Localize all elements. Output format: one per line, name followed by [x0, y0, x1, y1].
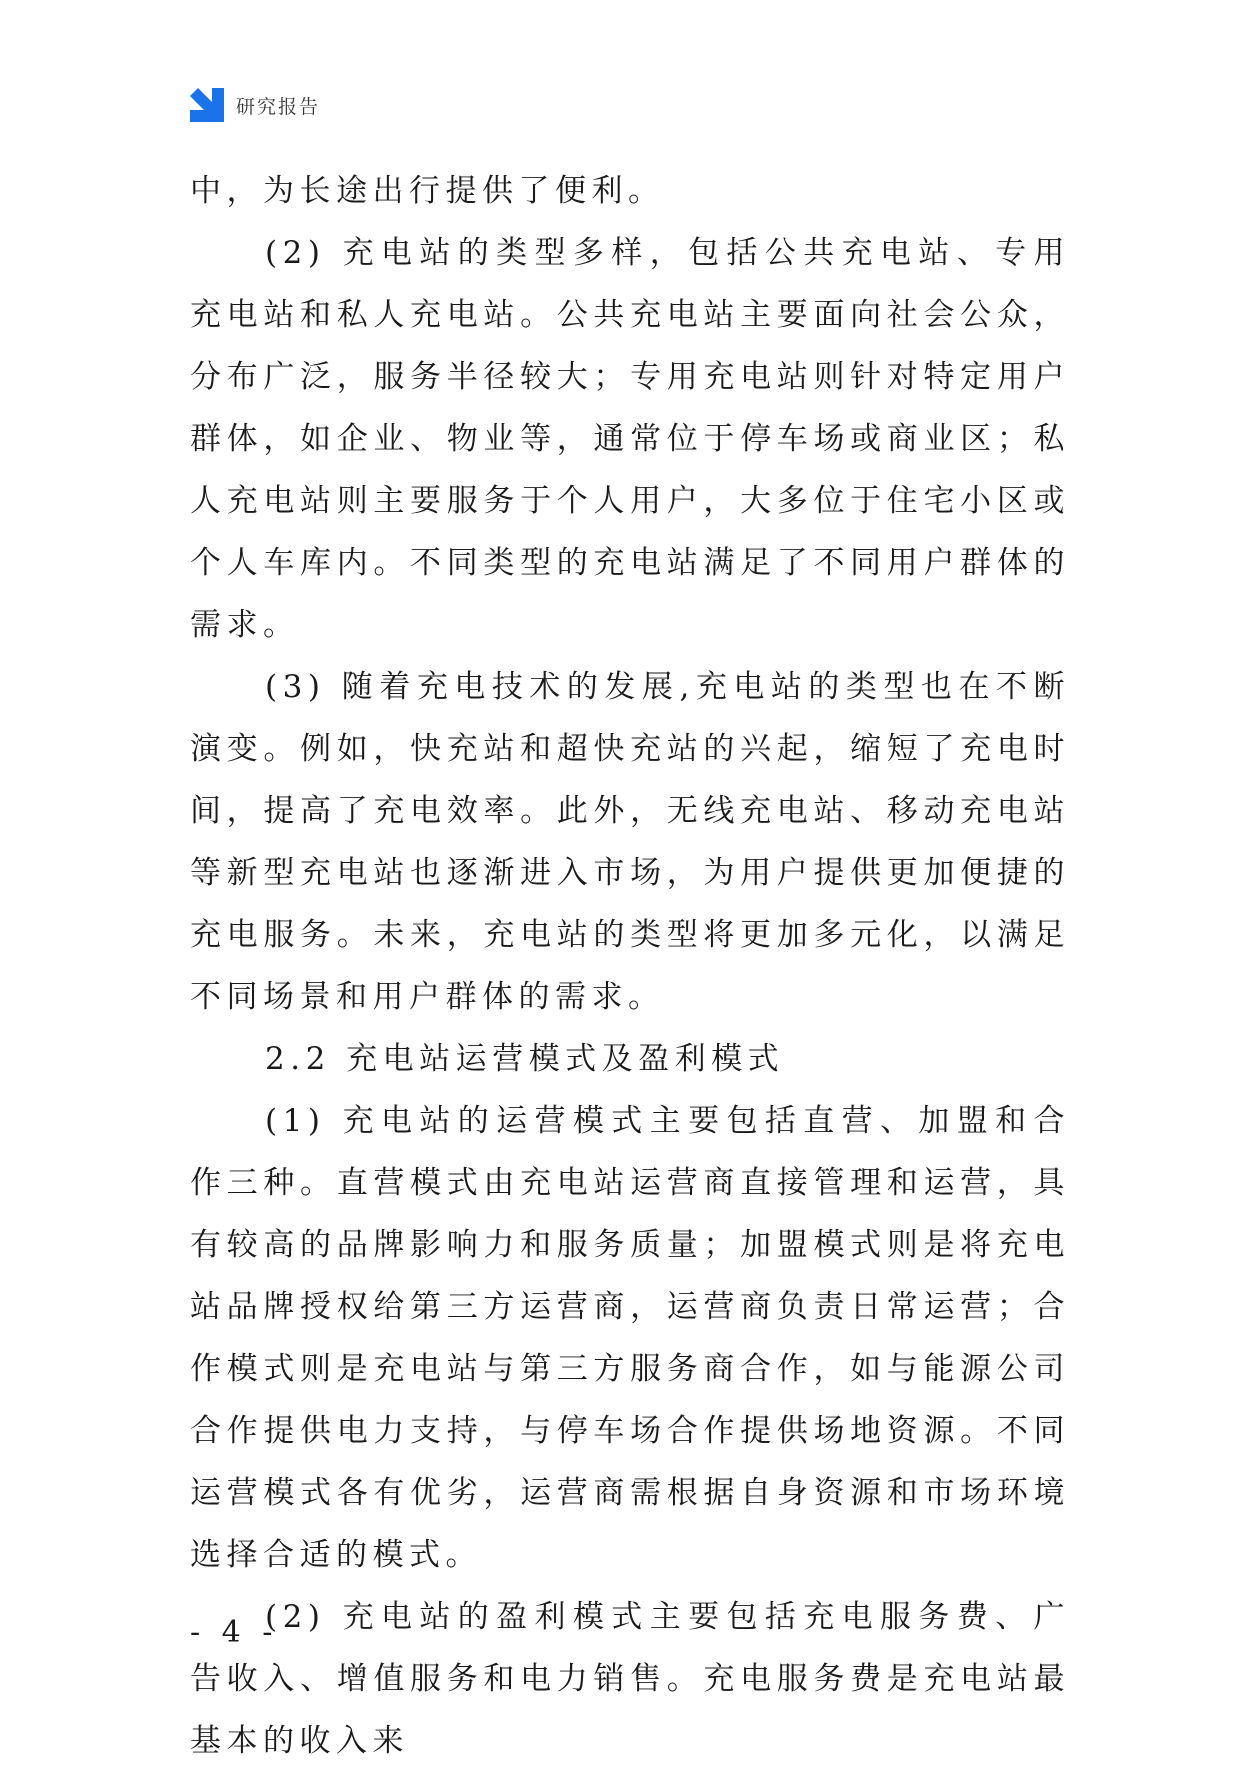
paragraph-station-types: (2) 充电站的类型多样，包括公共充电站、专用充电站和私人充电站。公共充电站主要面向社会公众，分布广泛，服务半径较大；专用充电站则针对特定用户群体，如企业、物业等，通常位于停车场或商业区；私人充电站则主要服务于个人用户，大多位于住宅小区或个人车库内。不同类型的充电站满足了不同用户群体的需求。 — [190, 235, 1070, 643]
section-heading: 2.2 充电站运营模式及盈利模式 — [265, 1041, 785, 1077]
page-header — [190, 88, 320, 122]
document-body — [190, 160, 1070, 1772]
page-number: - 4 - — [190, 1615, 279, 1650]
paragraph-operation-models: (1) 充电站的运营模式主要包括直营、加盟和合作三种。直营模式由充电站运营商直接管理和运营，具有较高的品牌影响力和服务质量；加盟模式则是将充电站品牌授权给第三方运营商，运营商负责日常运营；合作模式则是充电站与第三方服务商合作，如与能源公司合作提供电力支持，与停车场合作提供场地资源。不同运营模式各有优劣，运营商需根据自身资源和市场环境选择合适的模式。 — [190, 1103, 1070, 1573]
arrow-logo-icon — [190, 88, 224, 122]
report-label: 研究报告 — [236, 95, 321, 118]
paragraph-station-evolution: (3) 随着充电技术的发展,充电站的类型也在不断演变。例如，快充站和超快充站的兴起，缩短了充电时间，提高了充电效率。此外，无线充电站、移动充电站等新型充电站也逐渐进入市场，为用户提供更加便捷的充电服务。未来，充电站的类型将更加多元化，以满足不同场景和用户群体的需求。 — [190, 669, 1070, 1015]
paragraph-profit-models: (2) 充电站的盈利模式主要包括充电服务费、广告收入、增值服务和电力销售。充电服务费是充电站最基本的收入来 — [190, 1599, 1070, 1759]
paragraph-continuation: 中，为长途出行提供了便利。 — [190, 173, 665, 209]
